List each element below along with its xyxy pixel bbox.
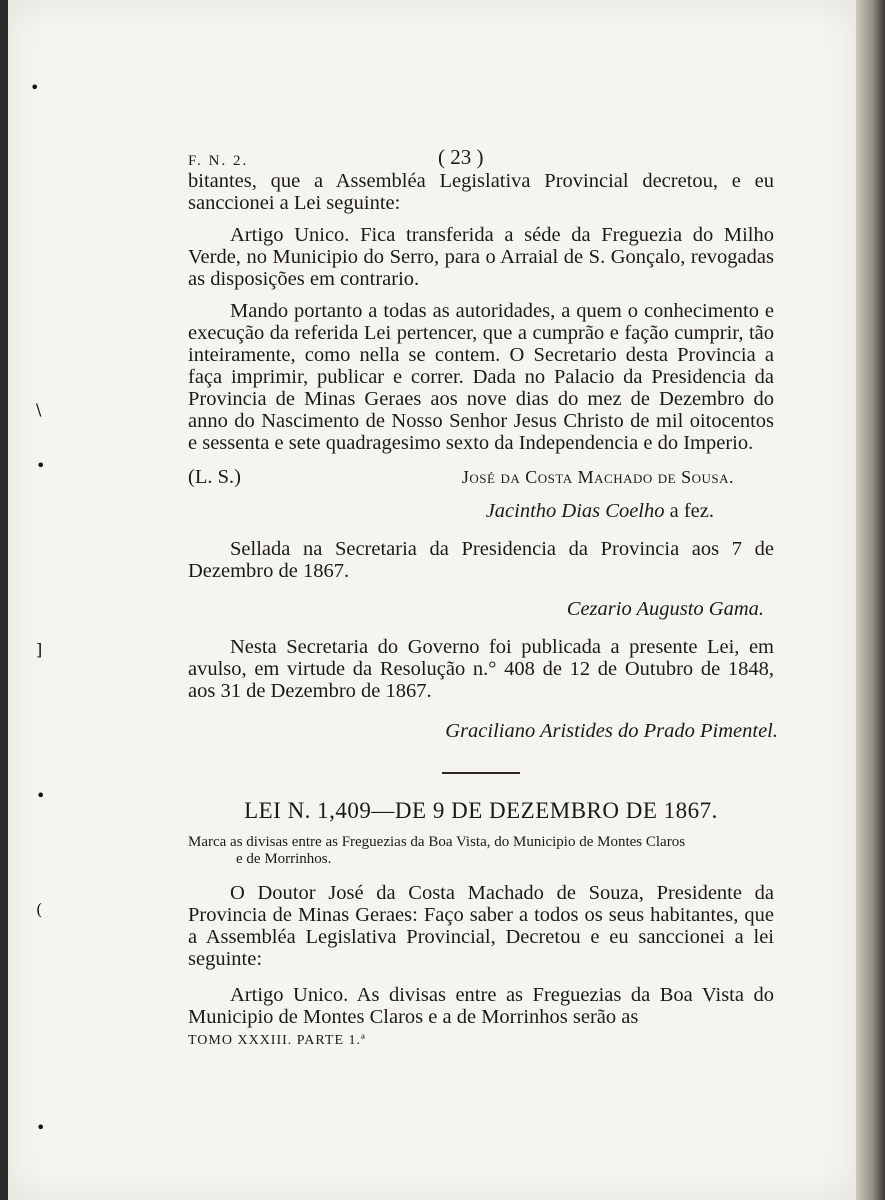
paragraph-article: Artigo Unico. Fica transferida a séde da Freguezia do Milho Verde, no Municipio do Serro, para o Arraial de S. Gonçalo, revogadas as disposições em contrario.	[188, 224, 774, 290]
document-text	[188, 140, 778, 1052]
signature-mark: F. N. 2.	[188, 153, 249, 169]
president-signature: José da Costa Machado de Sousa.	[461, 467, 734, 487]
sealed-signature: Cezario Augusto Gama.	[566, 598, 764, 620]
page-header	[188, 140, 774, 170]
volume-footer: TOMO XXXIII. PARTE 1.ª	[188, 1033, 366, 1048]
sealed-note: Sellada na Secretaria da Presidencia da Provincia aos 7 de Dezembro de 1867.	[188, 538, 774, 582]
law-summary-line2: e de Morrinhos.	[236, 851, 332, 867]
margin-mark: ]	[36, 640, 43, 659]
margin-mark: •	[36, 1118, 46, 1137]
publication-signature: Graciliano Aristides do Prado Pimentel.	[445, 720, 778, 742]
law-summary-line1: Marca as divisas entre as Freguezias da Boa Vista, do Municipio de Montes Claros	[188, 834, 686, 850]
margin-mark: (	[36, 900, 43, 919]
seal-mark: (L. S.)	[188, 466, 241, 488]
clerk-name: Jacintho Dias Coelho	[485, 500, 665, 522]
law-paragraph-intro: O Doutor José da Costa Machado de Souza, Presidente da Provincia de Minas Geraes: Faço saber a todos os seus habitantes, que a Assembléa Legislativa Provincial, Decretou e eu sanccionei a lei seguinte:	[188, 882, 774, 970]
publication-note: Nesta Secretaria do Governo foi publicada a presente Lei, em avulso, em virtude da Resolução n.° 408 de 12 de Outubro de 1848, aos 31 de Dezembro de 1867.	[188, 636, 774, 702]
book-edge	[856, 0, 885, 1200]
clerk-signature	[188, 500, 714, 522]
margin-mark: \	[36, 400, 42, 419]
paragraph-mandate: Mando portanto a todas as autoridades, a quem o conhecimento e execução da referida Lei pertencer, que a cumprão e fação cumprir, tão inteiramente, como nella se contem. O Secretario desta Provincia a faça imprimir, publicar e correr. Dada no Palacio da Presidencia da Provincia de Minas Geraes aos nove dias do mez de Dezembro do anno do Nascimento de Nosso Senhor Jesus Christo de mil oitocentos e sessenta e sete quadragesimo sexto da Independencia e do Imperio.	[188, 300, 774, 454]
seal-row	[188, 464, 774, 490]
law-summary	[188, 834, 774, 868]
margin-mark: •	[36, 456, 46, 475]
paragraph-intro: bitantes, que a Assembléa Legislativa Provincial decretou, e eu sanccionei a Lei seguinte:	[188, 170, 774, 214]
clerk-suffix: a fez.	[664, 500, 714, 522]
law-paragraph-article: Artigo Unico. As divisas entre as Freguezias da Boa Vista do Municipio de Montes Claros e a de Morrinhos serão as	[188, 984, 774, 1028]
section-divider	[442, 772, 520, 774]
law-title: LEI N. 1,409—DE 9 DE DEZEMBRO DE 1867.	[244, 798, 718, 823]
page-number: ( 23 )	[438, 145, 484, 169]
margin-mark: •	[30, 78, 40, 97]
margin-mark: •	[36, 786, 46, 805]
